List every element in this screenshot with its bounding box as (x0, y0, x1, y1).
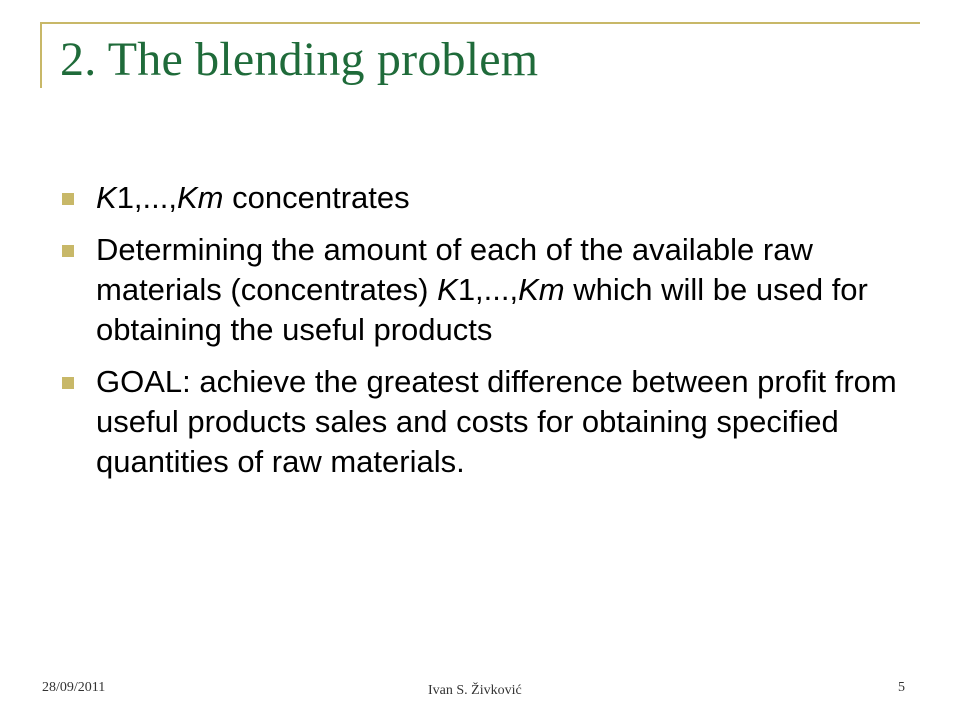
footer-date: 28/09/2011 (42, 680, 106, 695)
square-bullet-icon (62, 377, 74, 389)
bullet-text-segment: 1,..., (116, 180, 177, 215)
bullet-list (62, 178, 912, 494)
bullet-item (62, 178, 912, 218)
bullet-item (62, 362, 912, 482)
square-bullet-icon (62, 245, 74, 257)
bullet-text-segment: which will be used for obtaining the useful products (96, 272, 868, 347)
bullet-text-segment: Km (177, 180, 224, 215)
bullet-text-segment: GOAL: achieve the greatest difference between profit from useful products sales and costs for obtaining specified quantities of raw materials. (96, 364, 897, 479)
bullet-text-segment: Km (518, 272, 565, 307)
square-bullet-icon (62, 193, 74, 205)
footer-page-number: 5 (898, 680, 905, 695)
frame-left-line (40, 22, 42, 88)
bullet-text-segment: Determining the amount of each of the available raw materials (concentrates) (96, 232, 813, 307)
frame-top-line (40, 22, 920, 24)
slide-title: 2. The blending problem (60, 33, 539, 86)
footer-author: Ivan S. Živković (428, 683, 522, 698)
bullet-text-segment: K (96, 180, 117, 215)
bullet-item (62, 230, 912, 350)
bullet-text-segment: 1,..., (457, 272, 519, 307)
bullet-text-segment: K (437, 272, 458, 307)
bullet-text-segment: concentrates (223, 180, 410, 215)
